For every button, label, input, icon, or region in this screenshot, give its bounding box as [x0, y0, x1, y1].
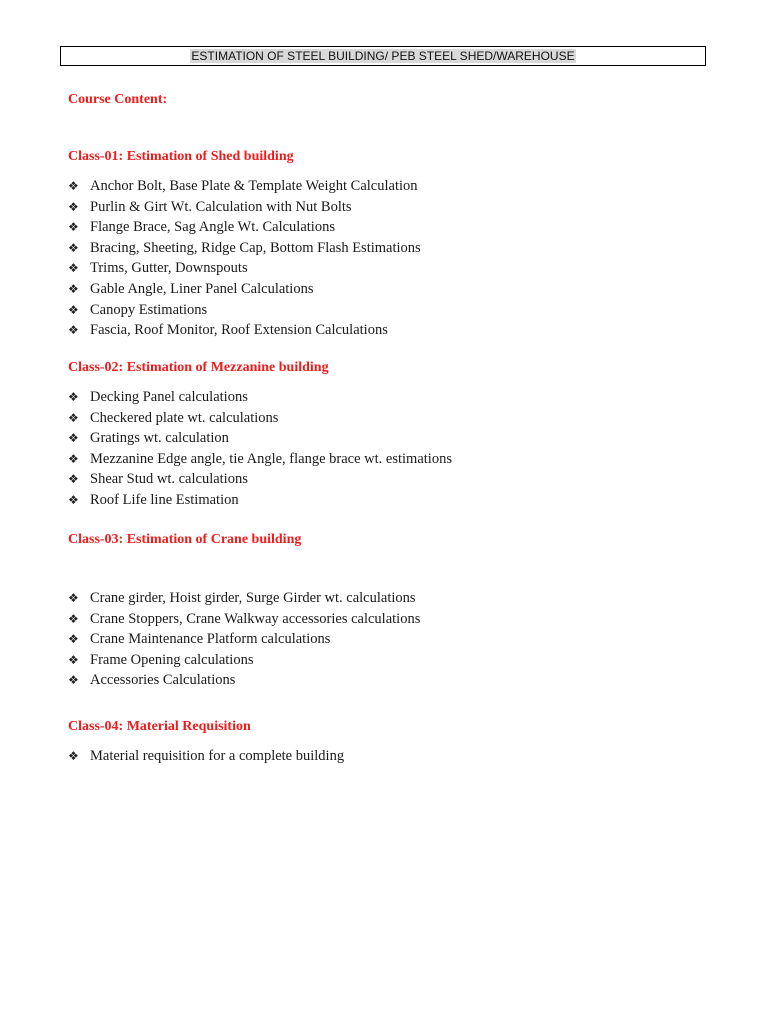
list-item: ❖ Crane Maintenance Platform calculations: [68, 629, 420, 650]
class-01-list: [68, 176, 421, 341]
document-title: ESTIMATION OF STEEL BUILDING/ PEB STEEL SHED/WAREHOUSE: [191, 49, 575, 63]
course-content-heading: Course Content:: [68, 92, 168, 107]
list-item: ❖ Checkered plate wt. calculations: [68, 408, 452, 429]
diamond-bullet-icon: ❖: [68, 472, 79, 487]
list-item: ❖ Shear Stud wt. calculations: [68, 469, 452, 490]
list-item: ❖ Crane girder, Hoist girder, Surge Girder wt. calculations: [68, 588, 420, 609]
diamond-bullet-icon: ❖: [68, 591, 79, 605]
list-item: ❖ Purlin & Girt Wt. Calculation with Nut Bolts: [68, 197, 421, 218]
diamond-bullet-icon: ❖: [68, 179, 79, 193]
class-02-heading: Class-02: Estimation of Mezzanine building: [68, 360, 329, 375]
list-item: ❖ Anchor Bolt, Base Plate & Template Weight Calculation: [68, 176, 421, 197]
diamond-bullet-icon: ❖: [68, 632, 79, 647]
class-03-heading: Class-03: Estimation of Crane building: [68, 532, 302, 547]
list-item: ❖ Frame Opening calculations: [68, 650, 420, 671]
list-item: ❖ Gable Angle, Liner Panel Calculations: [68, 279, 421, 300]
diamond-bullet-icon: ❖: [68, 749, 79, 763]
list-item: ❖ Fascia, Roof Monitor, Roof Extension Calculations: [68, 320, 421, 341]
diamond-bullet-icon: ❖: [68, 673, 79, 688]
class-01-heading: Class-01: Estimation of Shed building: [68, 149, 294, 164]
list-item: ❖ Trims, Gutter, Downspouts: [68, 258, 421, 279]
list-item: ❖ Canopy Estimations: [68, 300, 421, 321]
list-item: ❖ Gratings wt. calculation: [68, 428, 452, 449]
list-item: ❖ Bracing, Sheeting, Ridge Cap, Bottom Flash Estimations: [68, 238, 421, 259]
diamond-bullet-icon: ❖: [68, 652, 79, 667]
diamond-bullet-icon: ❖: [68, 199, 79, 214]
diamond-bullet-icon: ❖: [68, 302, 79, 317]
diamond-bullet-icon: ❖: [68, 323, 79, 338]
list-item: ❖ Roof Life line Estimation: [68, 490, 452, 511]
class-04-heading: Class-04: Material Requisition: [68, 719, 251, 734]
diamond-bullet-icon: ❖: [68, 220, 79, 235]
diamond-bullet-icon: ❖: [68, 451, 79, 466]
diamond-bullet-icon: ❖: [68, 240, 79, 255]
diamond-bullet-icon: ❖: [68, 261, 79, 276]
diamond-bullet-icon: ❖: [68, 492, 79, 507]
diamond-bullet-icon: ❖: [68, 611, 79, 626]
class-02-list: [68, 387, 452, 511]
diamond-bullet-icon: ❖: [68, 410, 79, 425]
list-item: ❖ Accessories Calculations: [68, 670, 420, 691]
list-item: ❖ Material requisition for a complete building: [68, 746, 344, 767]
class-04-list: [68, 746, 344, 767]
class-03-list: [68, 588, 420, 691]
list-item: ❖ Crane Stoppers, Crane Walkway accessories calculations: [68, 609, 420, 630]
list-item: ❖ Decking Panel calculations: [68, 387, 452, 408]
diamond-bullet-icon: ❖: [68, 431, 79, 446]
list-item: ❖ Flange Brace, Sag Angle Wt. Calculations: [68, 217, 421, 238]
diamond-bullet-icon: ❖: [68, 390, 79, 404]
document-title-box: [60, 46, 706, 66]
list-item: ❖ Mezzanine Edge angle, tie Angle, flange brace wt. estimations: [68, 449, 452, 470]
diamond-bullet-icon: ❖: [68, 281, 79, 296]
